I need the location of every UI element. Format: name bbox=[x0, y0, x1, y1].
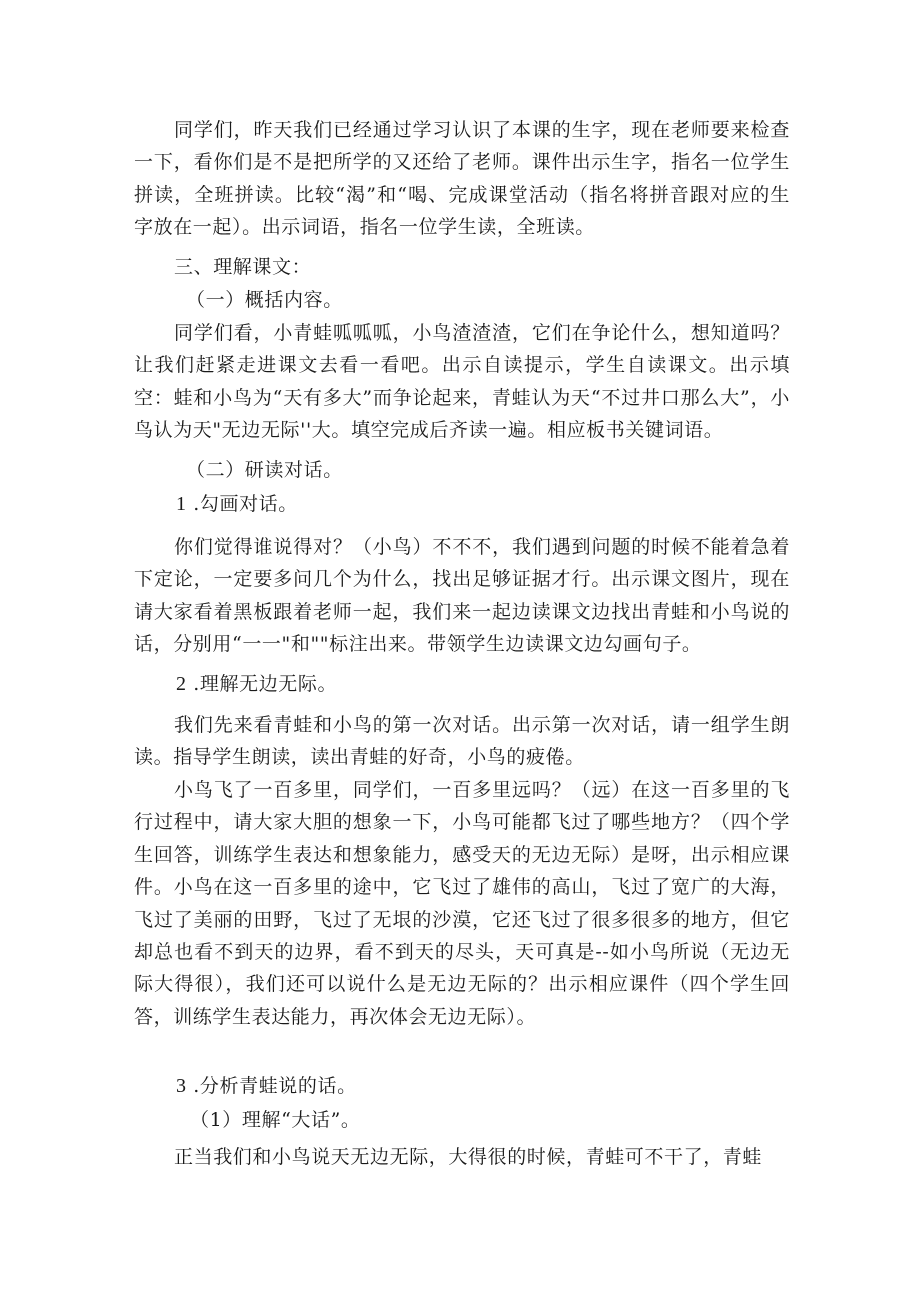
item-heading-mark-dialogue bbox=[176, 488, 298, 520]
subheading-study-dialogue: （二）研读对话。 bbox=[186, 459, 343, 481]
paragraph-summarize-content: 同学们看，小青蛙呱呱呱，小鸟渣渣渣，它们在争论什么，想知道吗？让我们赶紧走进课文去看一看吧。出示自读提示，学生自读课文。出示填空：蛙和小鸟为“天有多大”而争论起来，青蛙认为天“不过井口那么大”，小鸟认为天"无边无际''大。填空完成后齐读一遍。相应板书关键词语。 bbox=[134, 322, 790, 442]
paragraph-mark-dialogue: 你们觉得谁说得对？（小鸟）不不不，我们遇到问题的时候不能着急着下定论，一定要多问几个为什么，找出足够证据才行。出示课文图片，现在请大家看着黑板跟着老师一起，我们来一起边读课文边找出青蛙和小鸟说的话，分别用“一一"和""标注出来。带领学生边读课文边勾画句子。 bbox=[134, 536, 790, 656]
subheading-big-talk: （1）理解“大话”。 bbox=[190, 1109, 361, 1131]
item-title: .分析青蛙说的话。 bbox=[193, 1075, 357, 1097]
item-number: 1 bbox=[176, 493, 187, 515]
item-heading-boundless bbox=[176, 668, 337, 700]
paragraph-bird-flight: 小鸟飞了一百多里，同学们，一百多里远吗？（远）在这一百多里的飞行过程中，请大家大胆的想象一下，小鸟可能都飞过了哪些地方？（四个学生回答，训练学生表达和想象能力，感受天的无边无际）是呀，出示相应课件。小鸟在这一百多里的途中，它飞过了雄伟的高山，飞过了宽广的大海，飞过了美丽的田野，飞过了无垠的沙漠，它还飞过了很多很多的地方，但它却总也看不到天的边界，看不到天的尽头，天可真是--如小鸟所说（无边无际大得很），我们还可以说什么是无边无际的？出示相应课件（四个学生回答，训练学生表达能力，再次体会无边无际）。 bbox=[134, 779, 790, 1028]
paragraph-review-characters: 同学们，昨天我们已经通过学习认识了本课的生字，现在老师要来检查一下，看你们是不是把所学的又还给了老师。课件出示生字，指名一位学生拼读，全班拼读。比较“渴”和“喝、完成课堂活动（指名将拼音跟对应的生字放在一起）。出示词语，指名一位学生读，全班读。 bbox=[134, 119, 790, 239]
item-heading-frog-words bbox=[176, 1070, 357, 1102]
item-number: 2 bbox=[176, 673, 187, 695]
item-title: .勾画对话。 bbox=[193, 493, 298, 515]
paragraph-frog-reaction: 正当我们和小鸟说天无边无际，大得很的时候，青蛙可不干了，青蛙 bbox=[174, 1146, 763, 1168]
item-number: 3 bbox=[176, 1075, 187, 1097]
subheading-summarize-content: （一）概括内容。 bbox=[186, 289, 343, 311]
section-heading-understand-text: 三、理解课文： bbox=[174, 256, 312, 278]
item-title: .理解无边无际。 bbox=[193, 673, 338, 695]
paragraph-first-dialogue: 我们先来看青蛙和小鸟的第一次对话。出示第一次对话，请一组学生朗读。指导学生朗读，读出青蛙的好奇，小鸟的疲倦。 bbox=[134, 714, 790, 769]
